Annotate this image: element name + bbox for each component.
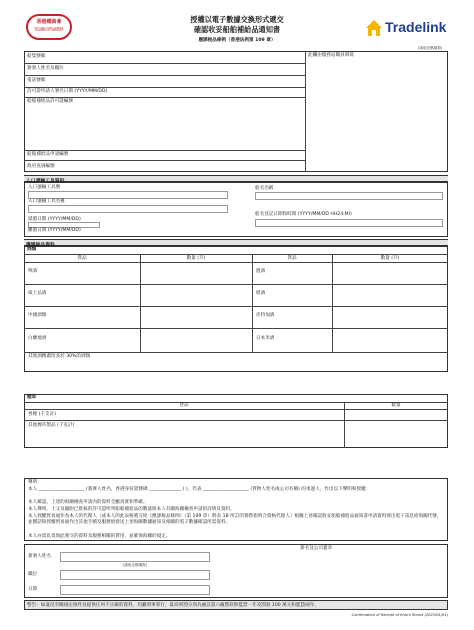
liquor-col-qty-left: 數量 (升)	[186, 256, 206, 261]
declaration-text-5: 本人亦需負責與此遞交的資料及服務相關的費用，並確保海關的規定。	[28, 534, 171, 539]
dutiable-section-header: 應課稅品資料	[24, 239, 448, 246]
tobacco-item-2: 其他煙草製品 (千克計)	[28, 423, 75, 428]
tobacco-item-1: 香煙 (千支計)	[28, 412, 57, 417]
ship-reg-date-input[interactable]	[255, 219, 443, 227]
liquor-item-left-2: 威士忌酒	[28, 291, 47, 296]
liquor-item-left-3: 中國酒類	[28, 313, 47, 318]
form-code: Confirmation of Receipt of Ship's Stores (2023/01/01)	[351, 613, 448, 617]
position-input[interactable]	[60, 570, 210, 580]
date-label: 日期	[28, 587, 38, 592]
declaration-title: 聲明：	[28, 480, 42, 485]
ship-name-input[interactable]	[255, 192, 443, 200]
import-section-header: 入口運輸工具資料	[24, 175, 448, 182]
tobacco-col-goods: 貨品	[179, 403, 189, 408]
position-label: 職位	[28, 572, 38, 577]
declaration-text-4: 本人授權貿易通作為本人的代理人（或本人的此表格遞交給《應課稅品條例》（第 109 章）附表 1B 所訂的實際指明合資格代理人）根據上述確認收妥船舶補給品通知書申請資料發出電子訊息給海關代號，並獲話和授權貿易通作出其他手續及服務給發送上述海關數據通知及相關的電子數據確認所需資料。	[28, 514, 442, 526]
form-title-line3: 應課稅品條例（香港法例第 109 章）	[198, 38, 276, 43]
vehicle-no-label: 入口運輸工具號	[28, 185, 61, 190]
vehicle-name-label: 入口運輸工具名稱	[28, 199, 65, 204]
signer-name-hint: (請用正楷填寫)	[122, 563, 148, 567]
declaration-text-2: 本人確認，上述的海關檢查申請內的資料全屬真實和準確。	[28, 500, 148, 505]
dept-use-box-label: 此欄由服務站職員填寫	[308, 53, 354, 58]
liquor-item-right-1: 氈酒	[256, 269, 266, 274]
liquor-col-qty-right: 數量 (升)	[380, 256, 400, 261]
tradelink-brand: Tradelink	[385, 19, 447, 35]
warning-text: 警告：如違反有關規定條件及提供任何不正確的資料，均屬刑事罪行，最高刑罰分別為處以第六級罰款和監禁一年及罰款 100 萬元和監禁兩年。	[27, 603, 319, 608]
ship-name-label: 船名名稱	[255, 186, 274, 191]
arrival-date-label: 抵港日期 (YYYY/MM/DD)	[28, 217, 81, 222]
vessel-cert-label: 船舶補給品申請編號	[27, 152, 69, 157]
permit-no-label: 船舶補給品許可證編號	[27, 99, 73, 104]
form-title-line1: 授權以電子數據交換形式遞交	[190, 15, 284, 24]
form-instruction: (請用正楷填寫)	[418, 46, 443, 50]
liquor-item-left-4: 白蘭地酒	[28, 336, 47, 341]
tradelink-logo	[364, 17, 454, 39]
ship-id-label: 船隻號碼	[27, 54, 46, 59]
tobacco-title: 煙草	[27, 395, 37, 400]
chamber-logo-text: 香港總商會	[36, 19, 62, 25]
signer-name-input[interactable]	[60, 552, 210, 562]
ship-reg-date-label: 船名登記日期和時間 (YYYY/MM/DD HH24:MI)	[255, 212, 352, 217]
tradelink-house-icon	[364, 18, 384, 38]
warning-bar	[24, 600, 448, 610]
top-block-frame	[24, 51, 448, 172]
departure-date-label: 離港日期 (YYYY/MM/DD)	[28, 228, 81, 233]
declaration-text-3: 本人聲明，上文及隨附已批核的許可證所列船舶補給品的數量與本人有關海關檢查申請的詳情及資料，	[28, 507, 235, 512]
liquor-item-right-4: 日本米酒	[256, 336, 275, 341]
other-liquor-label: 其他酒精濃度多於 30%的酒類	[28, 354, 91, 359]
licensee-label: 簽發人姓名及職位	[27, 66, 64, 71]
chamber-logo	[26, 14, 72, 40]
liquor-item-right-2: 紙酒	[256, 291, 266, 296]
form-title-line2: 確認收妥船舶補給品通知書	[193, 25, 281, 34]
vehicle-no-input[interactable]	[28, 191, 228, 199]
liquor-col-goods-right: 貨品	[287, 256, 297, 261]
liquor-item-right-3: 伏特加酒	[256, 313, 275, 318]
permit-date-label: 許可證申請人署名日期 (YYYY/MM/DD)	[27, 89, 108, 94]
date-input[interactable]	[60, 585, 210, 595]
signer-name-label: 簽署人姓名	[28, 554, 51, 559]
vehicle-name-input[interactable]	[28, 205, 228, 213]
phone-label: 電話號碼	[27, 78, 46, 83]
tobacco-col-qty: 數量	[391, 403, 401, 408]
chamber-logo-subtext: THE HONG KONG GENERAL CHAMBER OF COMMERCE	[34, 27, 64, 33]
company-seal-label: 簽名及公司蓋章	[300, 546, 333, 551]
liquor-item-left-1: 啤酒	[28, 269, 38, 274]
liquor-col-goods-left: 貨品	[77, 256, 87, 261]
gov-ref-label: 政府查詢編號	[27, 164, 55, 169]
declaration-text-1: 本人 ____________________ (簽署人姓名，香港身份證號碼 ______________ ( )，代表 ____________________ (貨物人姓名或公司名稱) 的承運人，作出以下聲明和授權：	[28, 487, 371, 492]
liquor-title: 酒類	[27, 247, 37, 252]
